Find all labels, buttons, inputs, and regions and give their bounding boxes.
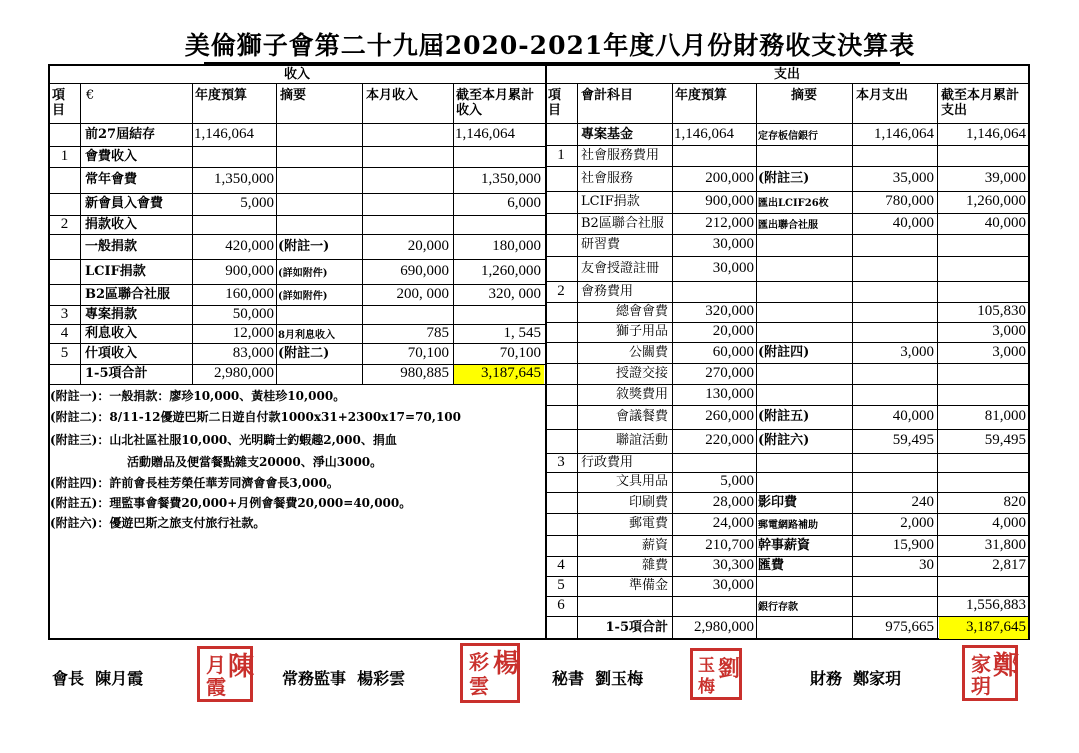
income-row-month: 20,000 <box>407 237 449 254</box>
expense-row-summary: 匯出聯合社服 <box>758 219 818 231</box>
expense-row-cumulative: 3,000 <box>992 343 1026 360</box>
sig-name: 楊彩雲 <box>357 669 406 688</box>
expense-row-budget: 260,000 <box>705 408 754 424</box>
income-header-cumulative: 截至本月累計收入 <box>456 88 535 118</box>
income-header-euro: € <box>86 88 95 103</box>
expense-row-name: 文具用品 <box>615 474 668 489</box>
expense-row-summary: 定存板信銀行 <box>758 130 818 142</box>
income-row-summary: (附註一) <box>278 238 330 254</box>
income-row-budget: 160,000 <box>225 285 274 302</box>
income-row-cumulative: 3,187,645 <box>481 365 541 381</box>
income-row-month: 200, 000 <box>396 285 449 302</box>
income-row-budget: 5,000 <box>240 195 274 211</box>
expense-row-name: 薪資 <box>641 537 668 553</box>
secretary-signature <box>552 666 643 689</box>
income-row-budget: 1,350,000 <box>214 171 274 187</box>
expense-row-divider <box>545 342 1029 343</box>
expense-row-divider <box>545 234 1029 235</box>
income-note: (附註四)：許前會長桂芳榮任華芳同濟會會長3,000。 <box>50 476 339 490</box>
income-row-cumulative: 1,350,000 <box>481 171 541 187</box>
income-section-label: 收入 <box>283 67 310 82</box>
sig-name: 陳月霞 <box>95 669 144 688</box>
expense-row-budget: 30,300 <box>712 557 754 573</box>
expense-row-budget: 900,000 <box>705 193 754 209</box>
expense-row-name: 郵電費 <box>628 516 668 531</box>
sig-role: 常務監事 <box>282 669 347 688</box>
income-row-divider <box>49 234 545 235</box>
expense-row-divider <box>545 556 1029 557</box>
expense-header-account: 會計科目 <box>581 88 634 103</box>
income-row-budget: 83,000 <box>232 344 274 361</box>
supervisor-seal: 彩 雲 楊 <box>460 643 520 703</box>
expense-row-divider <box>545 145 1029 146</box>
expense-row-summary: 郵電網路補助 <box>758 520 818 531</box>
income-row-divider <box>49 284 545 285</box>
expense-header-item: 項目 <box>548 88 562 118</box>
income-header-budget: 年度預算 <box>195 88 248 103</box>
expense-row-divider <box>545 596 1029 597</box>
expense-row-cumulative: 3,000 <box>992 323 1026 339</box>
expense-row-divider <box>545 166 1029 167</box>
expense-row-budget: 1,146,064 <box>674 125 734 142</box>
expense-row-divider <box>545 322 1029 323</box>
expense-row-divider <box>545 281 1029 282</box>
sig-name: 劉玉梅 <box>595 669 644 688</box>
expense-row-month: 40,000 <box>892 214 934 231</box>
income-row-cumulative: 320, 000 <box>488 285 541 302</box>
income-row-divider <box>49 167 545 168</box>
expense-row-budget: 2,980,000 <box>694 618 754 635</box>
income-row-no: 4 <box>60 324 69 341</box>
expense-row-month: 30 <box>919 557 934 573</box>
expense-row-divider <box>545 576 1029 577</box>
expense-row-cumulative: 105,830 <box>977 303 1026 319</box>
expense-row-name: 公關費 <box>628 344 668 360</box>
expense-row-cumulative: 39,000 <box>984 169 1026 186</box>
expense-row-name: B2區聯合社服 <box>581 215 664 231</box>
expense-row-divider <box>545 256 1029 257</box>
expense-row-name: 1-5項合計 <box>605 619 668 635</box>
income-row-divider <box>49 259 545 260</box>
expense-row-summary: (附註六) <box>758 433 810 448</box>
income-row-cumulative: 70,100 <box>499 344 541 361</box>
expense-row-budget: 24,000 <box>712 515 754 531</box>
expense-header-summary: 摘要 <box>790 88 817 103</box>
expense-row-month: 59,495 <box>892 432 934 448</box>
income-row-cumulative: 180,000 <box>492 237 541 254</box>
secretary-seal: 玉 梅 劉 <box>690 648 742 700</box>
income-row-cumulative: 1,146,064 <box>455 126 515 142</box>
income-row-cumulative: 1, 545 <box>503 324 541 341</box>
expense-row-summary: (附註五) <box>758 409 810 424</box>
expense-row-name: 社會服務費用 <box>581 147 660 163</box>
income-row-name: LCIF捐款 <box>85 263 146 279</box>
expense-row-cumulative: 59,495 <box>984 432 1026 448</box>
expense-header-cumulative: 截至本月累計支出 <box>941 88 1020 118</box>
income-row-budget: 420,000 <box>225 237 274 254</box>
expense-row-budget: 200,000 <box>705 169 754 186</box>
expense-row-cumulative: 81,000 <box>984 408 1026 424</box>
income-note: 活動贈品及便當餐點雜支20000、淨山3000。 <box>127 455 383 469</box>
expense-row-budget: 210,700 <box>705 536 754 553</box>
expense-row-budget: 5,000 <box>720 473 754 489</box>
expense-row-cumulative: 1,556,883 <box>966 597 1026 613</box>
income-row-name: 會費收入 <box>85 148 138 164</box>
expense-row-month: 2,000 <box>900 515 934 531</box>
income-row-no: 3 <box>60 305 69 322</box>
income-row-name: B2區聯合社服 <box>85 286 171 302</box>
expense-row-name: 研習費 <box>581 237 621 252</box>
income-row-summary: (詳如附件) <box>278 290 328 302</box>
expense-row-divider <box>545 191 1029 192</box>
expense-row-month: 3,000 <box>900 343 934 360</box>
income-note: (附註二)：8/11-12優遊巴斯二日遊自付款1000x31+2300x17=70,100 <box>50 410 462 424</box>
income-column-divider <box>80 84 81 384</box>
expense-row-name: 雜費 <box>641 558 668 573</box>
expense-row-name: 專案基金 <box>581 126 634 142</box>
expense-row-budget: 30,000 <box>712 259 754 276</box>
expense-row-cumulative: 2,817 <box>992 557 1026 573</box>
expense-row-month: 240 <box>911 493 934 510</box>
income-header-month: 本月收入 <box>366 88 419 103</box>
expense-row-name: 獅子用品 <box>615 324 668 339</box>
expense-row-divider <box>545 429 1029 430</box>
expense-row-divider <box>545 302 1029 303</box>
expense-row-name: LCIF捐款 <box>581 194 640 209</box>
expense-row-month: 780,000 <box>885 193 934 209</box>
income-row-month: 980,885 <box>400 365 449 381</box>
expense-row-no: 6 <box>557 597 565 613</box>
income-row-budget: 50,000 <box>232 305 274 322</box>
expense-row-budget: 30,000 <box>712 236 754 252</box>
expense-row-budget: 212,000 <box>705 214 754 231</box>
income-row-divider <box>49 343 545 344</box>
income-note: (附註五)：理監事會餐費20,000+月例會餐費20,000=40,000。 <box>50 496 412 510</box>
expense-row-budget: 220,000 <box>705 432 754 448</box>
expense-row-summary: (附註三) <box>758 170 810 186</box>
income-row-summary: (詳如附件) <box>278 267 328 279</box>
expense-row-name: 會議餐費 <box>615 409 668 424</box>
expense-row-budget: 30,000 <box>712 577 754 593</box>
expense-row-cumulative: 1,260,000 <box>966 193 1026 209</box>
expense-row-name: 授證交接 <box>615 365 668 381</box>
expense-row-budget: 320,000 <box>705 303 754 319</box>
expense-row-budget: 130,000 <box>705 385 754 402</box>
expense-row-no: 4 <box>557 557 565 573</box>
income-note: (附註六)：優遊巴斯之旅支付旅行社款。 <box>50 516 266 530</box>
income-row-name: 1-5項合計 <box>85 366 148 381</box>
sig-role: 會長 <box>52 669 85 688</box>
income-column-divider <box>276 84 277 384</box>
income-row-divider <box>49 384 545 385</box>
expense-row-budget: 20,000 <box>712 323 754 339</box>
income-row-divider <box>49 146 545 147</box>
income-row-name: 前27屆結存 <box>85 127 156 142</box>
expense-row-divider <box>545 513 1029 514</box>
income-row-month: 785 <box>426 324 449 341</box>
expense-row-month: 975,665 <box>885 618 934 635</box>
sig-role: 財務 <box>810 669 843 688</box>
expense-row-name: 會務費用 <box>581 283 634 299</box>
sig-name: 鄭家玥 <box>853 669 902 688</box>
expense-row-name: 準備金 <box>628 578 668 593</box>
income-row-name: 利息收入 <box>85 325 138 341</box>
expense-row-month: 15,900 <box>892 536 934 553</box>
expense-row-month: 35,000 <box>892 169 934 186</box>
expense-row-summary: 幹事薪資 <box>758 537 811 553</box>
expense-row-no: 1 <box>557 146 565 163</box>
income-row-cumulative: 6,000 <box>507 195 541 211</box>
expense-row-name: 敘獎費用 <box>615 386 668 402</box>
expense-row-cumulative: 4,000 <box>992 515 1026 531</box>
expense-column-divider <box>577 84 578 639</box>
expense-row-cumulative: 1,146,064 <box>966 125 1026 142</box>
sig-role: 秘書 <box>552 669 585 688</box>
income-row-divider <box>49 193 545 194</box>
expense-row-name: 總會會費 <box>615 304 668 319</box>
income-header-summary: 摘要 <box>280 88 307 103</box>
income-row-summary: (附註二) <box>278 345 330 361</box>
expense-column-divider <box>756 84 757 639</box>
expense-header-month: 本月支出 <box>856 88 909 103</box>
income-row-no: 5 <box>60 344 69 361</box>
expense-header-budget: 年度預算 <box>675 88 728 103</box>
expense-column-divider <box>672 84 673 639</box>
document-title: 美倫獅子會第二十九屆2020-2021年度八月份財務收支決算表 <box>184 31 916 60</box>
expense-row-budget: 28,000 <box>712 493 754 510</box>
treasurer-signature <box>810 666 901 689</box>
income-row-summary: 8月利息收入 <box>278 329 335 341</box>
income-row-no: 2 <box>60 215 69 232</box>
expense-row-cumulative: 40,000 <box>984 214 1026 231</box>
income-row-month: 690,000 <box>400 262 449 279</box>
expense-row-divider <box>545 213 1029 214</box>
header-divider <box>49 83 1029 84</box>
income-row-budget: 12,000 <box>232 324 274 341</box>
expense-row-divider <box>545 363 1029 364</box>
expense-row-divider <box>545 472 1029 473</box>
expense-row-cumulative: 31,800 <box>984 536 1026 553</box>
income-row-budget: 900,000 <box>225 262 274 279</box>
income-row-budget: 2,980,000 <box>214 365 274 381</box>
expense-row-name: 行政費用 <box>581 454 634 470</box>
expense-row-summary: 匯費 <box>758 558 785 573</box>
column-header-divider <box>49 123 1029 124</box>
expense-row-no: 3 <box>557 453 565 470</box>
expense-row-divider <box>545 384 1029 385</box>
income-row-name: 一般捐款 <box>85 238 138 254</box>
income-row-month: 70,100 <box>407 344 449 361</box>
expense-row-name: 印刷費 <box>628 494 668 510</box>
income-note: (附註三)：山北社區社服10,000、光明騎士釣蝦趣2,000、捐血 <box>50 433 397 447</box>
supervisor-signature <box>282 666 405 689</box>
expense-row-month: 40,000 <box>892 408 934 424</box>
income-note: (附註一)：一般捐款：廖珍10,000、黃桂珍10,000。 <box>50 389 346 403</box>
expense-row-name: 社會服務 <box>581 170 634 186</box>
income-row-budget: 1,146,064 <box>194 126 254 142</box>
expense-row-name: 友會授證註冊 <box>581 260 660 276</box>
income-row-no: 1 <box>60 147 69 164</box>
expense-row-budget: 60,000 <box>712 343 754 360</box>
expense-row-summary: (附註四) <box>758 344 810 360</box>
expense-row-no: 2 <box>557 282 565 299</box>
president-signature <box>52 666 143 689</box>
expense-row-budget: 270,000 <box>705 364 754 381</box>
treasurer-seal: 家 玥 鄭 <box>962 645 1018 701</box>
income-row-name: 常年會費 <box>85 172 138 187</box>
expense-column-divider <box>937 84 938 639</box>
expense-row-name: 聯誼活動 <box>615 433 668 448</box>
income-row-name: 新會員入會費 <box>85 196 164 211</box>
income-row-name: 什項收入 <box>85 345 138 361</box>
income-header-item: 項目 <box>52 88 66 118</box>
income-row-cumulative: 1,260,000 <box>481 262 541 279</box>
expense-row-summary: 銀行存款 <box>758 602 798 613</box>
expense-row-cumulative: 820 <box>1003 493 1026 510</box>
expense-row-divider <box>545 535 1029 536</box>
expense-row-no: 5 <box>557 577 565 593</box>
expense-row-divider <box>545 492 1029 493</box>
expense-section-label: 支出 <box>773 67 800 82</box>
expense-row-month: 1,146,064 <box>874 125 934 142</box>
income-row-name: 專案捐款 <box>85 306 138 322</box>
expense-row-summary: 影印費 <box>758 494 798 510</box>
expense-column-divider <box>852 84 853 639</box>
expense-row-summary: 匯出LCIF26枚 <box>758 198 829 209</box>
expense-row-cumulative: 3,187,645 <box>966 618 1026 635</box>
income-row-name: 捐款收入 <box>85 216 138 232</box>
expense-row-divider <box>545 405 1029 406</box>
president-seal: 月 霞 陳 <box>197 646 253 702</box>
